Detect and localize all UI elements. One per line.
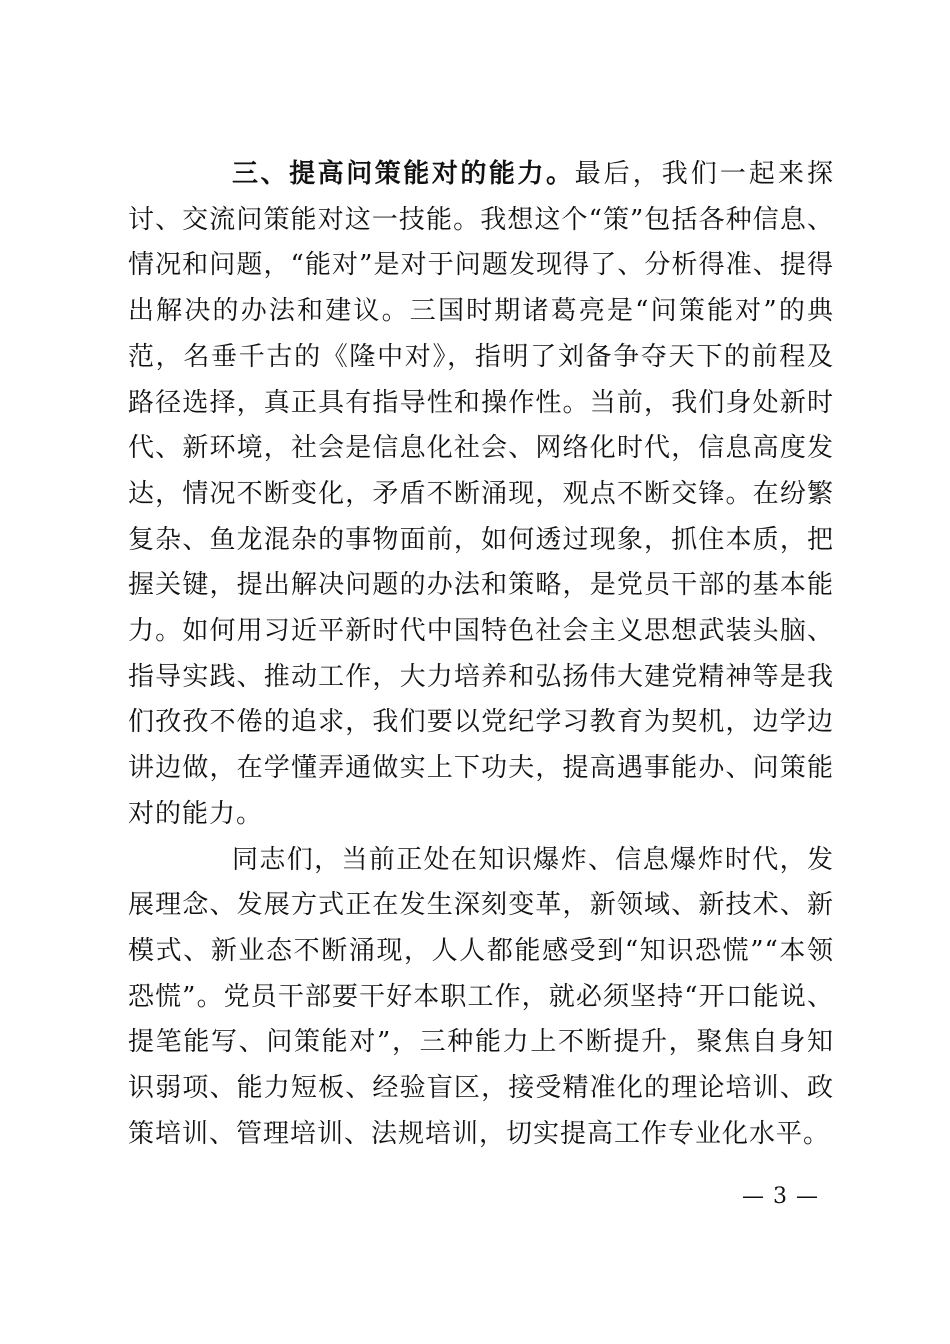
paragraph-section-three (128, 152, 834, 838)
section-heading: 三、提高问策能对的能力。 (232, 159, 575, 189)
paragraph-closing (128, 838, 834, 1158)
page-number: — 3 — (742, 1184, 819, 1209)
paragraph-text: 同志们，当前正处在知识爆炸、信息爆炸时代，发展理念、发展方式正在发生深刻变革，新领域、新技术、新模式、新业态不断涌现，人人都能感受到“知识恐慌”“本领恐慌”。党员干部要干好本职工作，就必须坚持“开口能说、提笔能写、问策能对”，三种能力上不断提升，聚焦自身知识弱项、能力短板、经验盲区，接受精准化的理论培训、政策培训、管理培训、法规培训，切实提高工作专业化水平。 (128, 844, 834, 1149)
document-body (128, 152, 834, 1157)
paragraph-text: 最后，我们一起来探讨、交流问策能对这一技能。我想这个“策”包括各种信息、情况和问题，“能对”是对于问题发现得了、分析得准、提得出解决的办法和建议。三国时期诸葛亮是“问策能对”的典范，名垂千古的《隆中对》，指明了刘备争夺天下的前程及路径选择，真正具有指导性和操作性。当前，我们身处新时代、新环境，社会是信息化社会、网络化时代，信息高度发达，情况不断变化，矛盾不断涌现，观点不断交锋。在纷繁复杂、鱼龙混杂的事物面前，如何透过现象，抓住本质，把握关键，提出解决问题的办法和策略，是党员干部的基本能力。如何用习近平新时代中国特色社会主义思想武装头脑、指导实践、推动工作，大力培养和弘扬伟大建党精神等是我们孜孜不倦的追求，我们要以党纪学习教育为契机，边学边讲边做，在学懂弄通做实上下功夫，提高遇事能办、问策能对的能力。 (128, 159, 834, 829)
